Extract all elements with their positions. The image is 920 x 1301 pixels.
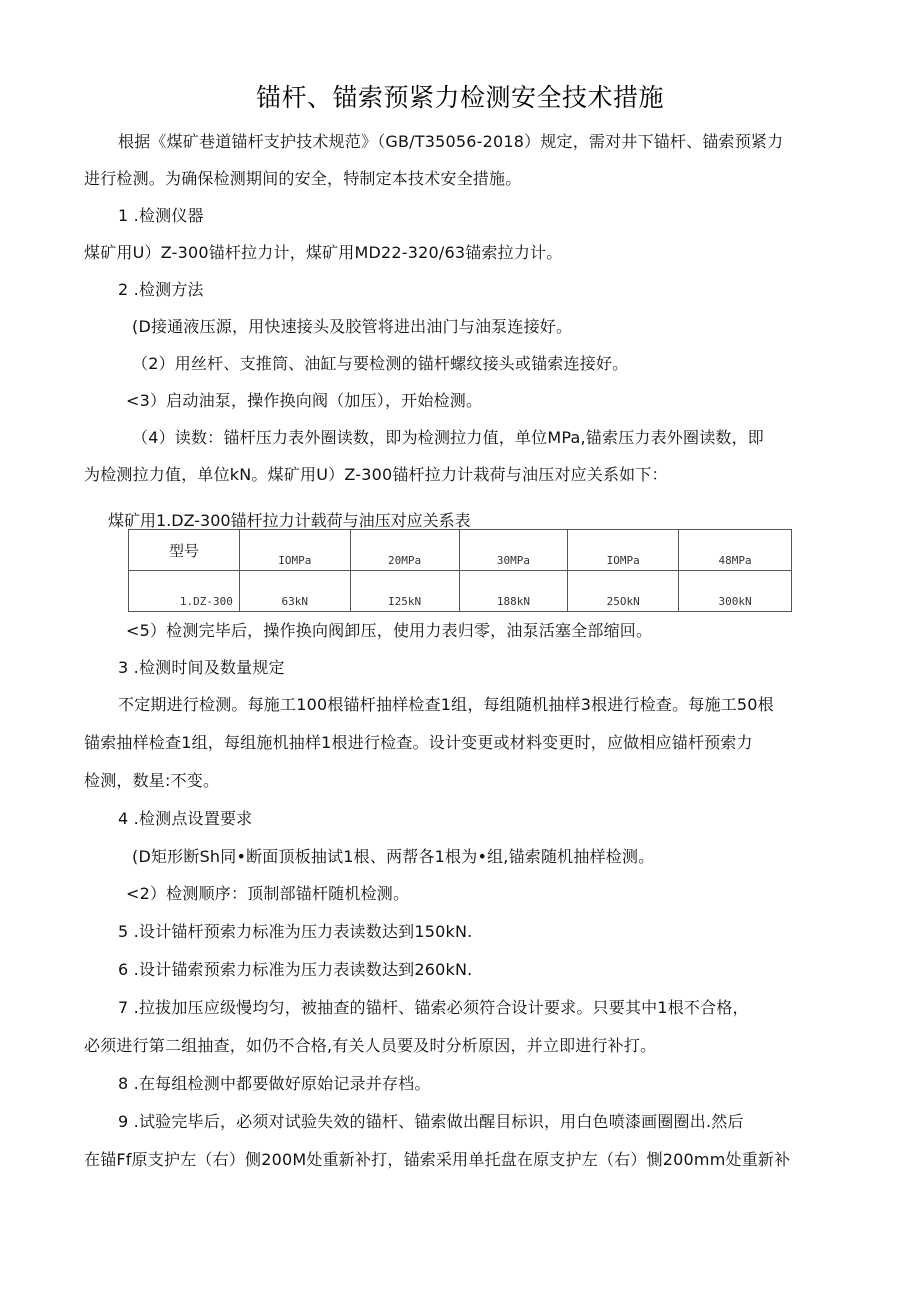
model-header-cell: 型号 [129, 530, 240, 571]
section-2-item-1: (D接通液压源，用快速接头及胶管将进出油门与油泵连接好。 [132, 317, 573, 336]
load-cell: 188kN [459, 571, 568, 612]
table-header-row [129, 530, 792, 571]
load-cell: 300kN [679, 571, 792, 612]
section-4-item-2: <2）检测顺序：顶制部锚杆随机检测。 [126, 884, 410, 903]
table-row [129, 571, 792, 612]
load-pressure-table [128, 529, 792, 612]
document-title: 锚杆、锚索预紧力检测安全技术措施 [255, 83, 664, 112]
section-3-line-3: 检测，数星:不变。 [84, 771, 220, 790]
section-2-item-2: （2）用丝杆、支推筒、油缸与要检测的锚杆螺纹接头或锚索连接好。 [132, 354, 629, 373]
load-cell: 25OkN [568, 571, 679, 612]
section-3-line-1: 不定期进行检测。每施工100根锚杆抽样检查1组，每组随机抽样3根进行检查。每施工50根 [118, 695, 774, 714]
load-cell: I25kN [350, 571, 459, 612]
section-2-item-3: <3）启动油泵，操作换向阀（加压），开始检测。 [126, 391, 483, 410]
section-7-line-1: 7 .拉拔加压应级慢均匀，被抽查的锚杆、锚索必须符合设计要求。只要其中1根不合格， [118, 998, 749, 1017]
section-9-line-1: 9 .试验完毕后，必须对试验失效的锚杆、锚索做出醒目标识，用白色喷漆画圈圈出.然后 [118, 1112, 744, 1131]
section-7-line-2: 必须进行第二组抽查，如仍不合格,有关人员要及时分析原因，并立即进行补打。 [84, 1036, 657, 1055]
pressure-cell: 20MPa [350, 530, 459, 571]
section-3-heading: 3 .检测时间及数量规定 [118, 658, 285, 677]
section-1-heading: 1 .检测仪器 [118, 206, 204, 225]
intro-line-2: 进行检测。为确保检测期间的安全，特制定本技术安全措施。 [84, 169, 522, 188]
pressure-cell: 48MPa [679, 530, 792, 571]
section-2-item-4-line-1: （4）读数：锚杆压力表外圈读数，即为检测拉力值，单位MPa,锚索压力表外圈读数，即 [132, 428, 765, 447]
section-2-item-5: <5）检测完毕后，操作换向阀卸压，使用力表归零，油泵活塞全部缩回。 [126, 621, 653, 640]
section-3-line-2: 锚索抽样检查1组，每组施机抽样1根进行检查。设计变更或材料变更时，应做相应锚杆预索力 [84, 733, 753, 752]
table-caption: 煤矿用1.DZ-300锚杆拉力计载荷与油压对应关系表 [108, 511, 471, 530]
section-9-line-2: 在锚Ff原支护左（右）侧200M处重新补打，锚索采用单托盘在原支护左（右）惻200mm处重新补 [84, 1150, 791, 1169]
section-2-item-4-line-2: 为检测拉力值，单位kN。煤矿用U）Z-300锚杆拉力计栽荷与油压对应关系如下： [84, 465, 668, 484]
pressure-cell: IOMPa [568, 530, 679, 571]
load-cell: 63kN [239, 571, 350, 612]
pressure-cell: IOMPa [239, 530, 350, 571]
section-6: 6 .设计锚索预索力标准为压力表读数达到260kN. [118, 960, 473, 979]
section-1-text: 煤矿用U）Z-300锚杆拉力计，煤矿用MD22-320/63锚索拉力计。 [84, 243, 563, 262]
section-2-heading: 2 .检测方法 [118, 280, 204, 299]
model-cell: 1.DZ-300 [129, 571, 240, 612]
intro-line-1: 根据《煤矿巷道锚杆支护技术规范》（GB/T35056-2018）规定，需对井下锚杆、锚索预紧力 [118, 132, 784, 151]
section-8: 8 .在每组检测中都要做好原始记录并存档。 [118, 1074, 431, 1093]
section-5: 5 .设计锚杆预索力标准为压力表读数达到150kN. [118, 922, 473, 941]
section-4-heading: 4 .检测点设置要求 [118, 809, 253, 828]
pressure-cell: 30MPa [459, 530, 568, 571]
section-4-item-1: (D矩形断Sh同•断面顶板抽试1根、两帮各1根为•组,锚索随机抽样检测。 [132, 847, 655, 866]
